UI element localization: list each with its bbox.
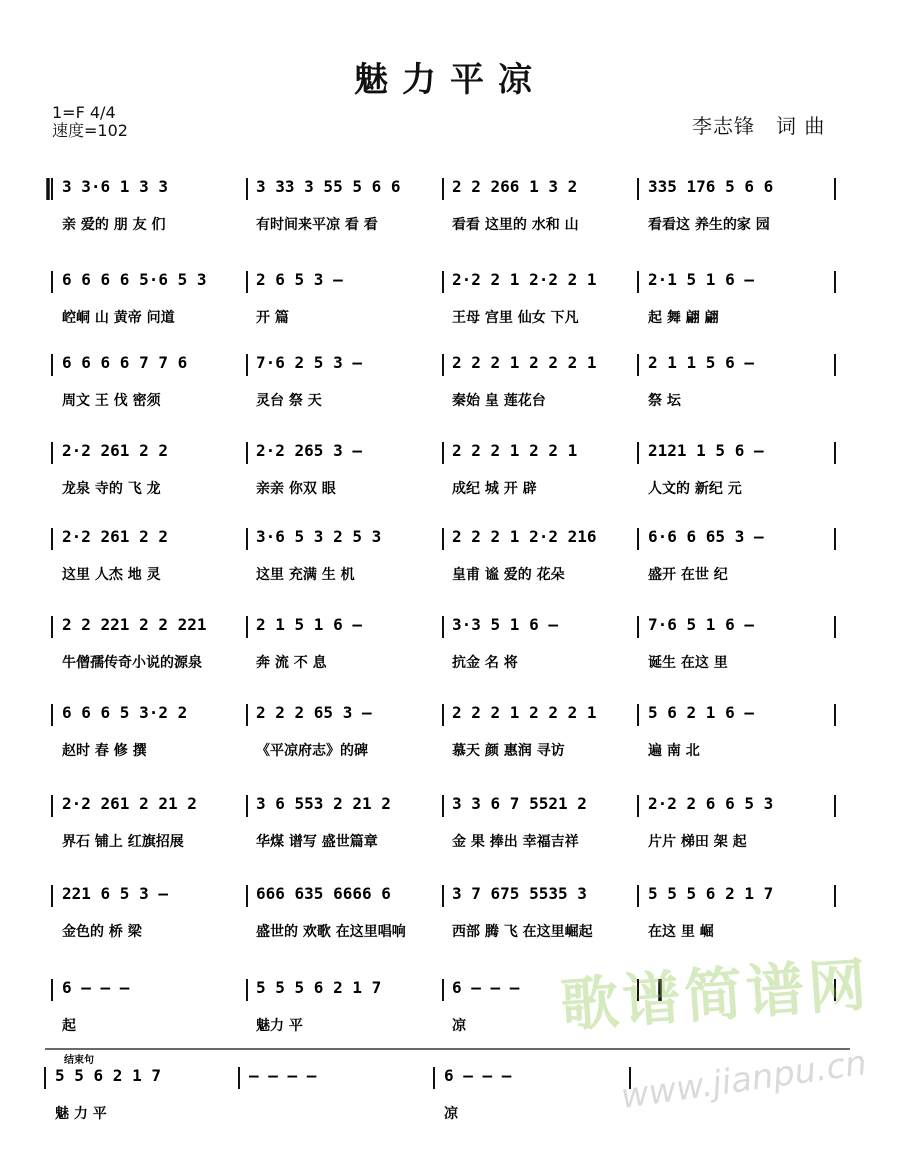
notes-row7-bar3: 2 2 2 1 2 2 2 1 (452, 703, 597, 722)
lyric-row4-bar1: 龙泉 寺的 飞 龙 (62, 481, 161, 497)
lyric-row10-bar3: 凉 (452, 1018, 466, 1034)
notes-row5-bar4: 6·6 6 65 3 – (648, 527, 764, 546)
tempo: 速度=102 (52, 121, 128, 140)
lyric-row10-bar1: 起 (62, 1018, 76, 1034)
notes-row1-bar2: 3 33 3 55 5 6 6 (256, 177, 401, 196)
notes-row1-bar4: 335 176 5 6 6 (648, 177, 774, 196)
lyric-row1-bar3: 看看 这里的 水和 山 (452, 217, 579, 233)
lyric-row8-bar4: 片片 梯田 架 起 (648, 834, 747, 850)
notes-row3-bar3: 2 2 2 1 2 2 2 1 (452, 353, 597, 372)
notes-row5-bar2: 3·6 5 3 2 5 3 (256, 527, 382, 546)
notes-row3-bar4: 2 1 1 5 6 – (648, 353, 754, 372)
lyric-row1-bar1: 亲 爱的 朋 友 们 (62, 217, 166, 233)
lyric-row7-bar4: 遍 南 北 (648, 743, 700, 759)
lyric-row9-bar4: 在这 里 崛 (648, 924, 714, 940)
notes-row6-bar4: 7·6 5 1 6 – (648, 615, 754, 634)
key-signature: 1=F 4/4 (52, 103, 116, 122)
lyric-row2-bar3: 王母 宫里 仙女 下凡 (452, 310, 579, 326)
notes-row5-bar1: 2·2 261 2 2 (62, 527, 168, 546)
notes-row7-bar4: 5 6 2 1 6 – (648, 703, 754, 722)
lyric-row5-bar4: 盛开 在世 纪 (648, 567, 728, 583)
lyric-row9-bar3: 西部 腾 飞 在这里崛起 (452, 924, 593, 940)
author-credit: 李志锋 词 曲 (692, 114, 826, 138)
lyric-row5-bar3: 皇甫 谧 爱的 花朵 (452, 567, 565, 583)
notes-row9-bar1: 221 6 5 3 – (62, 884, 168, 903)
lyric-row1-bar2: 有时间来平凉 看 看 (256, 217, 378, 233)
lyric-row9-bar2: 盛世的 欢歌 在这里唱响 (256, 924, 406, 940)
lyric-row6-bar1: 牛僧孺传奇小说的源泉 (62, 655, 202, 671)
notes-row7-bar1: 6 6 6 5 3·2 2 (62, 703, 188, 722)
notes-row3-bar2: 7·6 2 5 3 – (256, 353, 362, 372)
notes-row4-bar1: 2·2 261 2 2 (62, 441, 168, 460)
notes-row8-bar1: 2·2 261 2 21 2 (62, 794, 197, 813)
lyric-row8-bar3: 金 果 捧出 幸福吉祥 (452, 834, 579, 850)
notes-row3-bar1: 6 6 6 6 7 7 6 (62, 353, 188, 372)
lyric-row6-bar2: 奔 流 不 息 (256, 655, 327, 671)
notes-row4-bar2: 2·2 265 3 – (256, 441, 362, 460)
watermark-logo: 歌谱简谱网 (558, 950, 873, 1040)
notes-row8-bar3: 3 3 6 7 5521 2 (452, 794, 587, 813)
lyric-row3-bar4: 祭 坛 (648, 393, 681, 409)
notes-row6-bar1: 2 2 221 2 2 221 (62, 615, 207, 634)
lyric-row2-bar1: 崆峒 山 黄帝 问道 (62, 310, 175, 326)
lyric-row10-bar2: 魅力 平 (256, 1018, 303, 1034)
notes-row4-bar3: 2 2 2 1 2 2 1 (452, 441, 578, 460)
notes-row11-bar2: – – – – (249, 1066, 317, 1085)
ending-label: 结束句 (64, 1055, 94, 1066)
notes-row10-bar2: 5 5 5 6 2 1 7 (256, 978, 382, 997)
lyric-row1-bar4: 看看这 养生的家 园 (648, 217, 770, 233)
notes-row2-bar1: 6 6 6 6 5·6 5 3 (62, 270, 207, 289)
lyric-row8-bar2: 华煤 谱写 盛世篇章 (256, 834, 378, 850)
notes-row6-bar3: 3·3 5 1 6 – (452, 615, 558, 634)
lyric-row4-bar4: 人文的 新纪 元 (648, 481, 742, 497)
lyric-row7-bar1: 赵时 春 修 撰 (62, 743, 147, 759)
lyric-row2-bar4: 起 舞 翩 翩 (648, 310, 719, 326)
notes-row2-bar4: 2·1 5 1 6 – (648, 270, 754, 289)
lyric-row8-bar1: 界石 铺上 红旗招展 (62, 834, 184, 850)
lyric-row5-bar2: 这里 充满 生 机 (256, 567, 355, 583)
notes-row11-bar3: 6 – – – (444, 1066, 512, 1085)
notes-row1-bar1: 3 3·6 1 3 3 (62, 177, 168, 196)
lyric-row4-bar2: 亲亲 你双 眼 (256, 481, 336, 497)
notes-row11-bar1: 5 5 6 2 1 7 (55, 1066, 161, 1085)
notes-row9-bar3: 3 7 675 5535 3 (452, 884, 587, 903)
watermark-url: www.jianpu.cn (618, 1042, 870, 1118)
lyric-row3-bar3: 秦始 皇 莲花台 (452, 393, 546, 409)
lyric-row9-bar1: 金色的 桥 梁 (62, 924, 142, 940)
notes-row2-bar3: 2·2 2 1 2·2 2 1 (452, 270, 597, 289)
notes-row1-bar3: 2 2 266 1 3 2 (452, 177, 578, 196)
lyric-row3-bar2: 灵台 祭 天 (256, 393, 322, 409)
notes-row7-bar2: 2 2 2 65 3 – (256, 703, 372, 722)
song-title: 魅力平凉 (354, 60, 546, 100)
notes-row5-bar3: 2 2 2 1 2·2 216 (452, 527, 597, 546)
notes-row10-bar1: 6 – – – (62, 978, 130, 997)
lyric-row5-bar1: 这里 人杰 地 灵 (62, 567, 161, 583)
lyric-row2-bar2: 开 篇 (256, 310, 289, 326)
lyric-row7-bar3: 慕天 颜 惠润 寻访 (452, 743, 565, 759)
lyric-row11-bar1: 魅 力 平 (55, 1106, 107, 1122)
lyric-row7-bar2: 《平凉府志》的碑 (256, 743, 368, 759)
notes-row2-bar2: 2 6 5 3 – (256, 270, 343, 289)
lyric-row11-bar3: 凉 (444, 1106, 458, 1122)
notes-row4-bar4: 2121 1 5 6 – (648, 441, 764, 460)
lyric-row3-bar1: 周文 王 伐 密须 (62, 393, 161, 409)
lyric-row6-bar3: 抗金 名 将 (452, 655, 518, 671)
notes-row10-bar3: 6 – – – (452, 978, 520, 997)
notes-row8-bar2: 3 6 553 2 21 2 (256, 794, 391, 813)
notes-row8-bar4: 2·2 2 6 6 5 3 (648, 794, 774, 813)
notes-row9-bar4: 5 5 5 6 2 1 7 (648, 884, 774, 903)
notes-row9-bar2: 666 635 6666 6 (256, 884, 391, 903)
notes-row6-bar2: 2 1 5 1 6 – (256, 615, 362, 634)
lyric-row6-bar4: 诞生 在这 里 (648, 655, 728, 671)
lyric-row4-bar3: 成纪 城 开 辟 (452, 481, 537, 497)
